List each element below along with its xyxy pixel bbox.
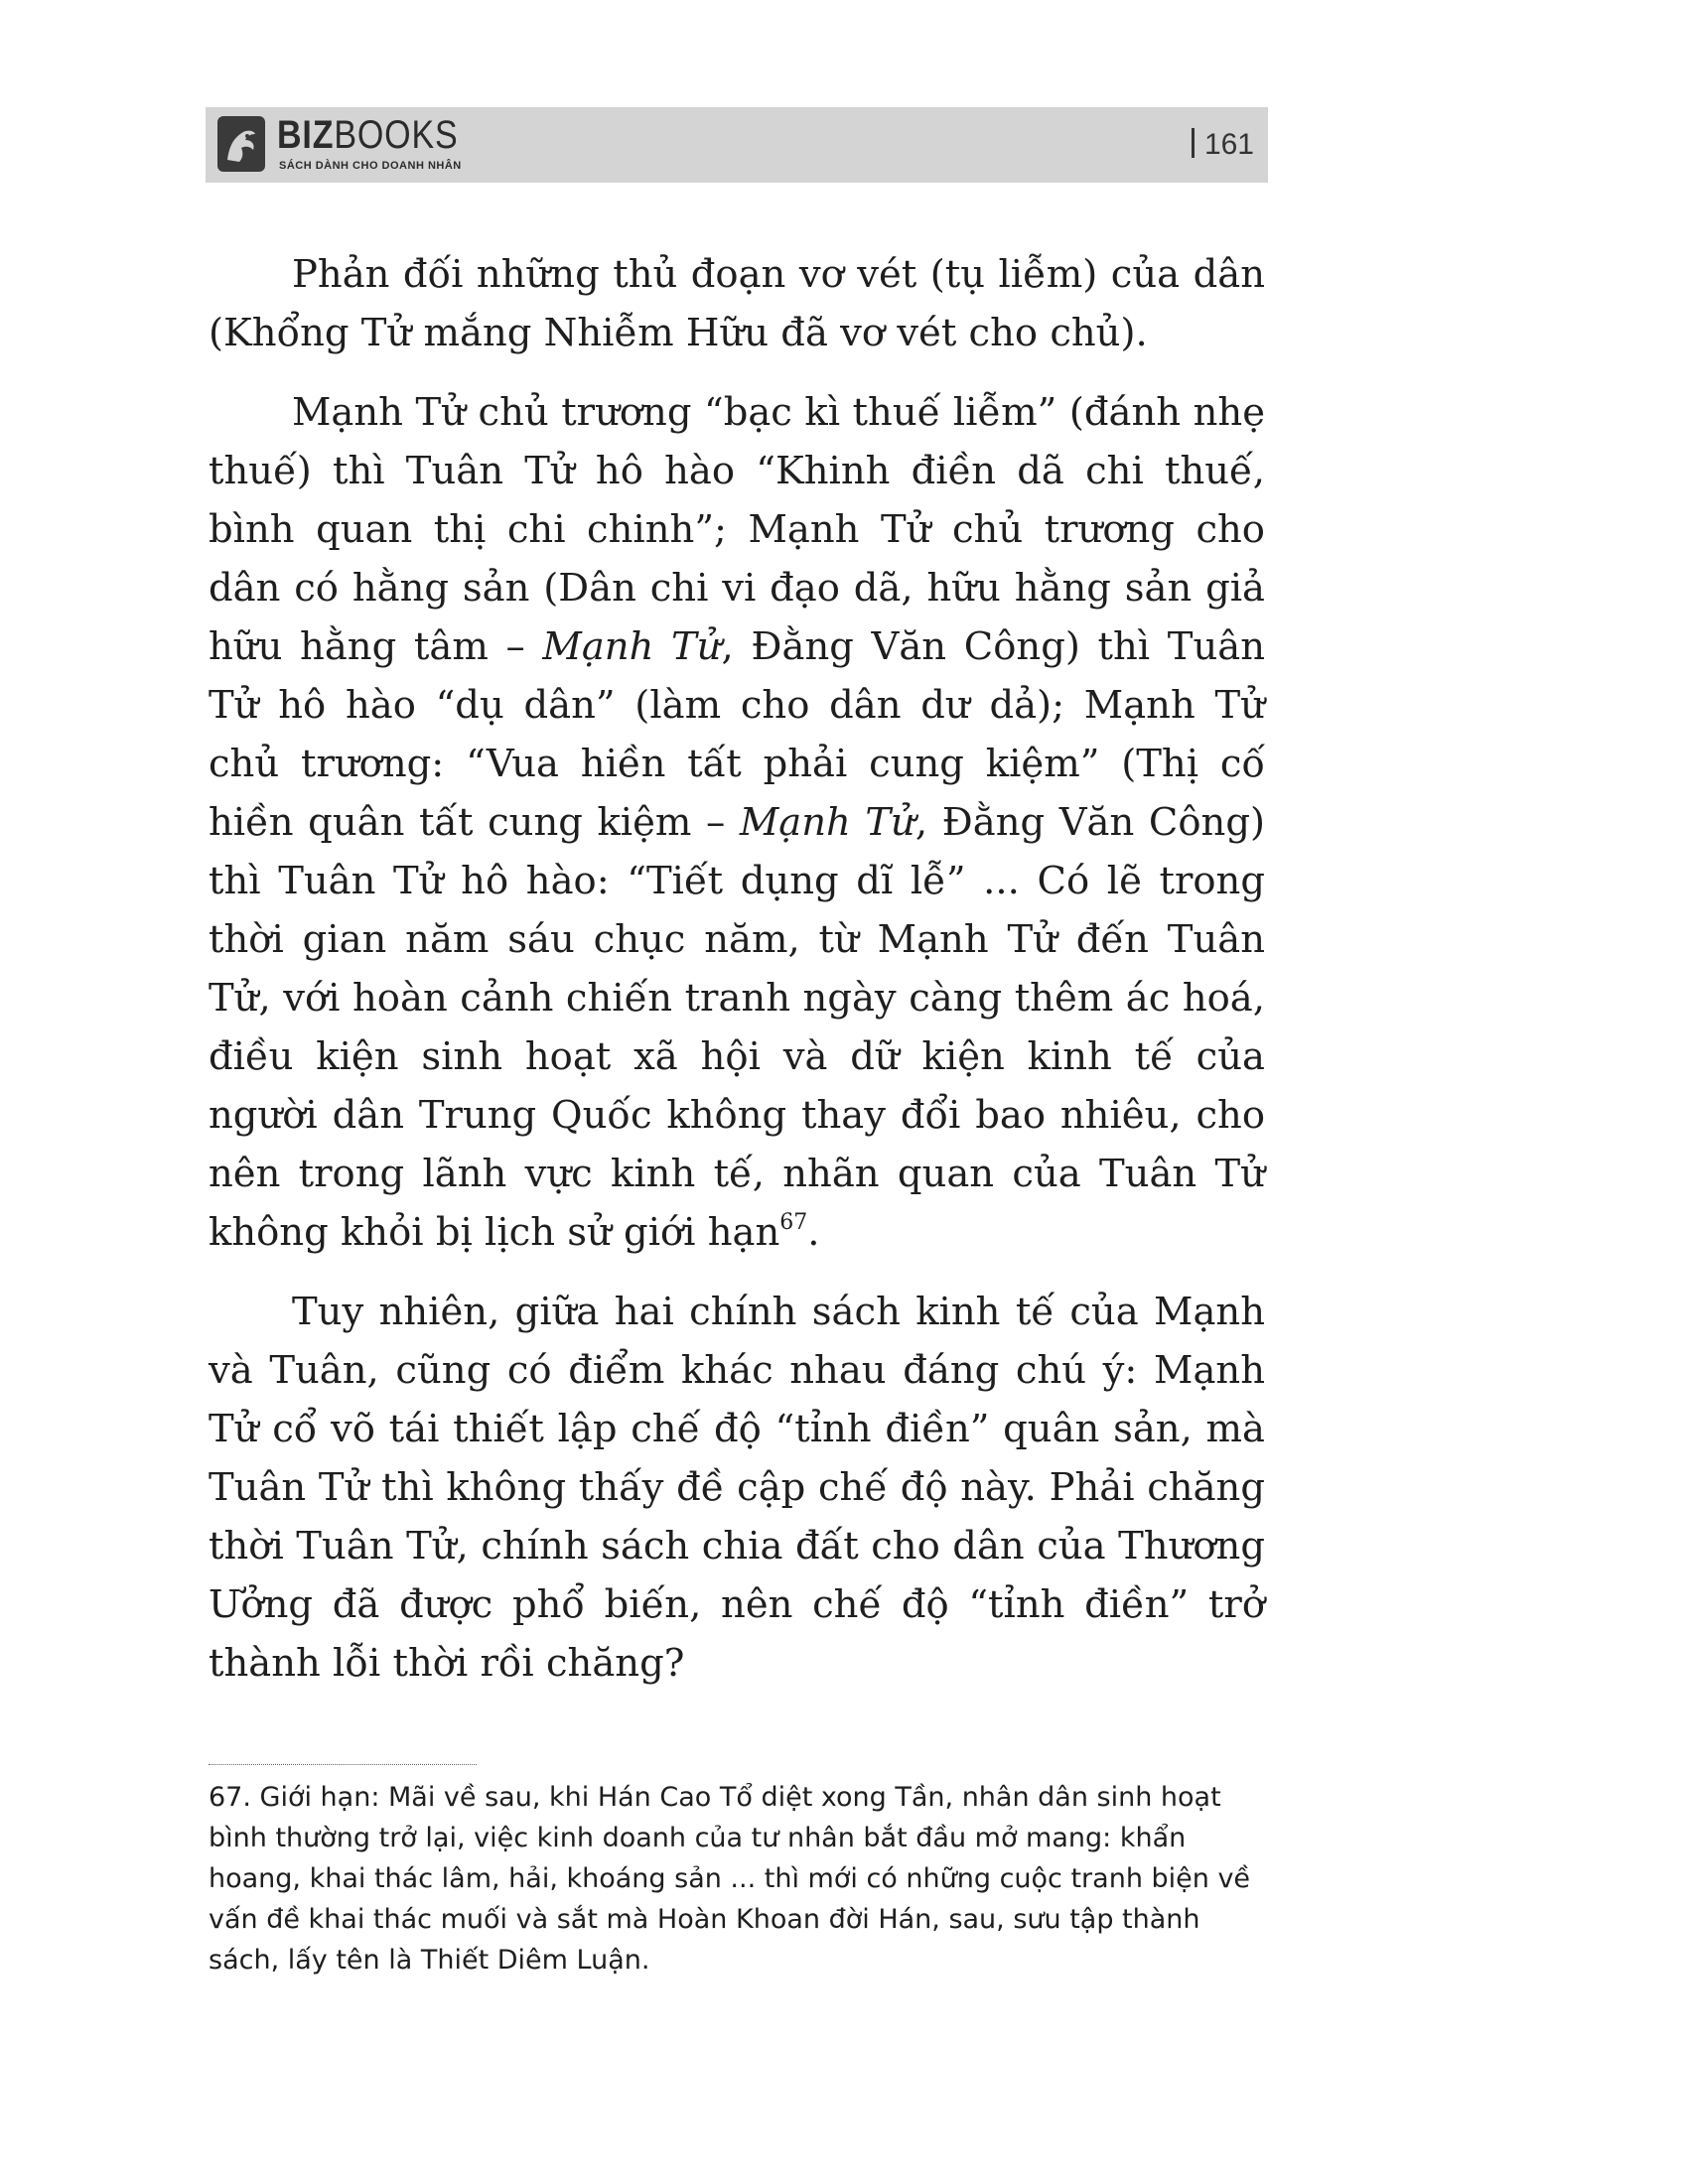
publisher-logo-text: BIZBOOKS xyxy=(277,113,459,157)
footnote: 67. Giới hạn: Mãi về sau, khi Hán Cao Tổ diệt xong Tần, nhân dân sinh hoạt bình thường trở lại, việc kinh doanh của tư nhân bắt đầu mở mang: khẩn hoang, khai thác lâm, hải, khoáng sản ... thì mới có những cuộc tranh biện về vấn đề khai thác muối và sắt mà Hoàn Khoan đời Hán, sau, sưu tập thành sách, lấy tên là Thiết Diêm Luận. xyxy=(209,1782,1251,1976)
body-text xyxy=(209,245,1265,1693)
italic-citation: Mạnh Tử xyxy=(739,800,915,845)
running-header xyxy=(206,107,1268,183)
page-number-divider xyxy=(1192,128,1195,158)
paragraph-2: Mạnh Tử chủ trương “bạc kì thuế liễm” (đánh nhẹ thuế) thì Tuân Tử hô hào “Khinh điền dã chi thuế, bình quan thị chi chinh”; Mạnh Tử chủ trương cho dân có hằng sản (Dân chi vi đạo dã, hữu hằng sản giả hữu hằng tâm – Mạnh Tử, Đằng Văn Công) thì Tuân Tử hô hào “dụ dân” (làm cho dân dư dả); Mạnh Tử chủ trương: “Vua hiền tất phải cung kiệm” (Thị cố hiền quân tất cung kiệm – Mạnh Tử, Đằng Văn Công) thì Tuân Tử hô hào: “Tiết dụng dĩ lễ” ... Có lẽ trong thời gian năm sáu chục năm, từ Mạnh Tử đến Tuân Tử, với hoàn cảnh chiến tranh ngày càng thêm ác hoá, điều kiện sinh hoạt xã hội và dữ kiện kinh tế của người dân Trung Quốc không thay đổi bao nhiêu, cho nên trong lãnh vực kinh tế, nhãn quan của Tuân Tử không khỏi bị lịch sử giới hạn$^{67}$. xyxy=(209,390,1265,1255)
paragraph-3: Tuy nhiên, giữa hai chính sách kinh tế của Mạnh và Tuân, cũng có điểm khác nhau đáng chú ý: Mạnh Tử cổ võ tái thiết lập chế độ “tỉnh điền” quân sản, mà Tuân Tử thì không thấy đề cập chế độ này. Phải chăng thời Tuân Tử, chính sách chia đất cho dân của Thương Ưởng đã được phổ biến, nên chế độ “tỉnh điền” trở thành lỗi thời rồi chăng? xyxy=(209,1290,1265,1686)
footnote-divider xyxy=(209,1764,477,1765)
page-number: 161 xyxy=(1192,127,1254,163)
italic-citation: Mạnh Tử xyxy=(542,624,722,669)
publisher-logo-icon xyxy=(217,116,265,172)
footnote-reference[interactable]: 67 xyxy=(779,1210,808,1235)
paragraph-1: Phản đối những thủ đoạn vơ vét (tụ liễm) của dân (Khổng Tử mắng Nhiễm Hữu đã vơ vét cho chủ). xyxy=(209,252,1265,355)
publisher-tagline: SÁCH DÀNH CHO DOANH NHÂN xyxy=(279,160,462,172)
